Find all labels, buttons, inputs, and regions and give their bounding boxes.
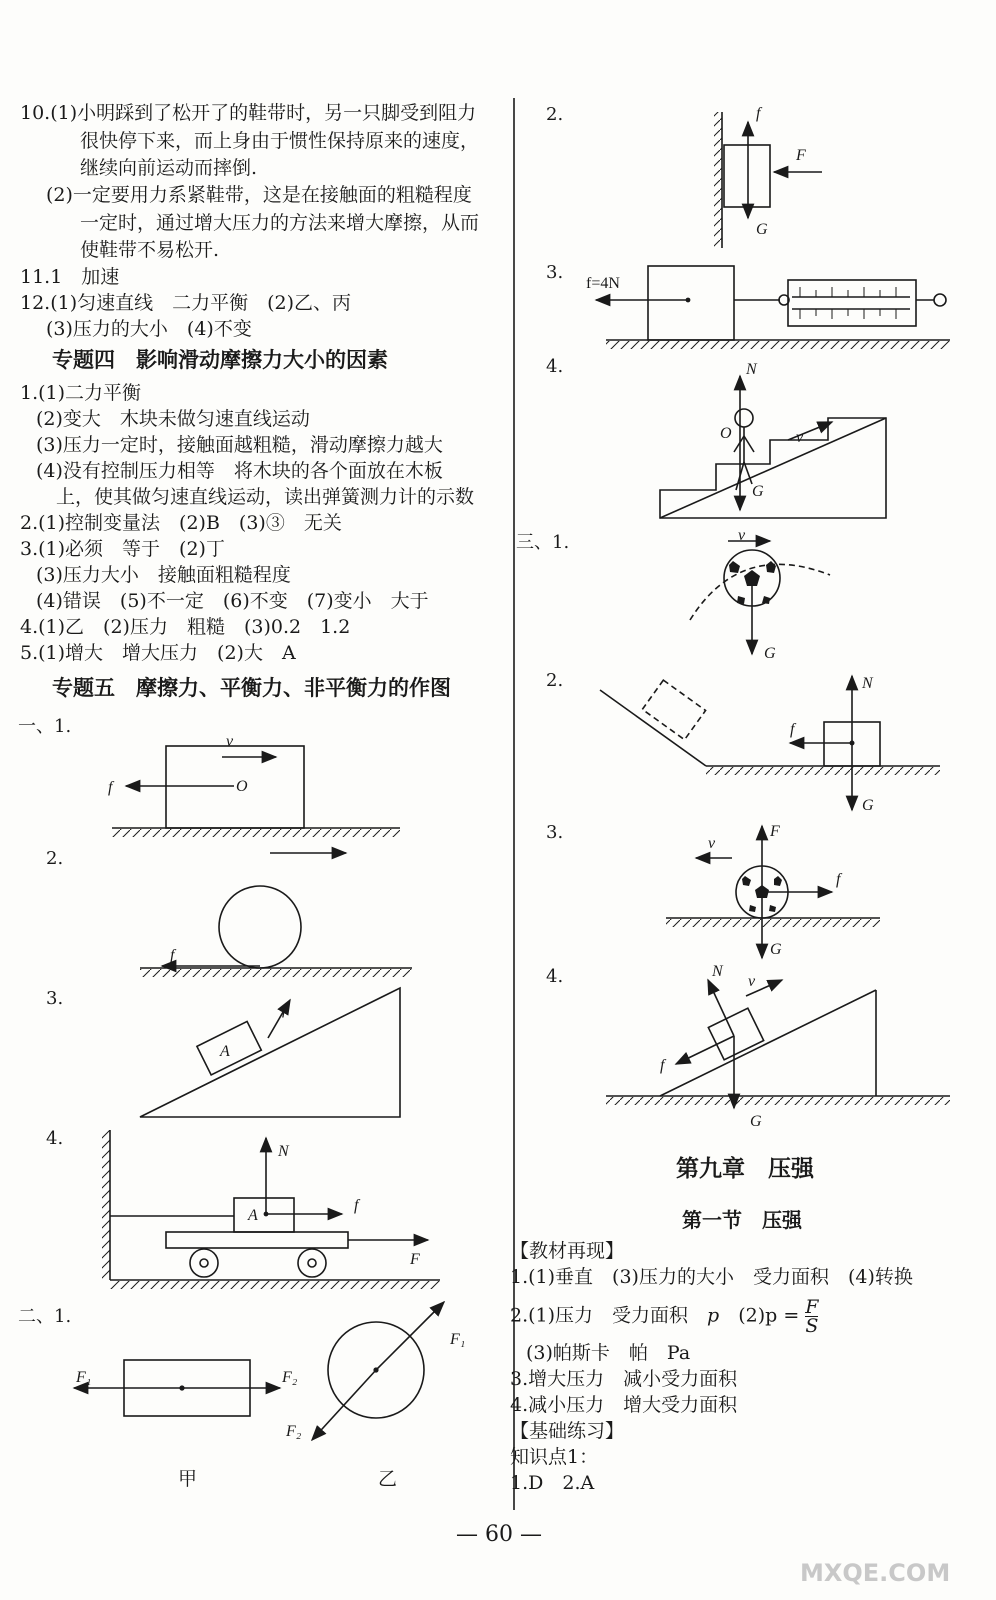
t4-line3: (3)压力一定时，接触面越粗糙，滑动摩擦力越大 [36,434,443,456]
lbl-O-1: O [236,778,248,795]
lbl-f-s3-4: f [660,1057,665,1074]
section-2-label: 二、1. [18,1306,72,1327]
lbl-f-2: f [170,947,175,964]
lbl-G-r2: G [756,221,768,238]
section-1-label: 一、1. [18,716,72,737]
lbl-v-1: v [226,733,234,750]
lbl-spring-force: f=4N [586,275,620,292]
lbl-f-r2: f [756,105,761,122]
r-fig-3-label: 3. [546,262,564,283]
fig-4-label: 4. [46,1128,64,1149]
lbl-F-s3-3: F [770,823,780,840]
t4-line1: 1.(1)二力平衡 [20,382,142,404]
tag-basic-practice: 【基础练习】 [510,1420,625,1442]
lbl-f-s3-2: f [790,721,795,738]
answer-10-line4: (2)一定要用力系紧鞋带，这是在接触面的粗糙程度 [46,184,472,206]
section-title: 第一节 压强 [682,1208,802,1232]
r-answer-2: 2.(1)压力 受力面积 p (2)p = $\frac{F}{S}$ [510,1296,819,1337]
lbl-A-3: A [220,1043,230,1060]
r-answer-2b: (3)帕斯卡 帕 Pa [526,1342,691,1364]
section-3-label: 三、1. [516,532,570,553]
lbl-f-s3-3: f [836,871,841,888]
answer-10-line5: 一定时，通过增大压力的方法来增大摩擦，从而 [80,212,480,234]
fig-3-label: 3. [46,988,64,1009]
caption-jia: 甲 [178,1468,198,1490]
lbl-N-s3-2: N [862,675,873,692]
r3-fig-4-label: 4. [546,966,564,987]
lbl-F-4: F [410,1251,420,1268]
answer-10-line6: 使鞋带不易松开. [80,239,220,261]
lbl-N-r4: N [746,361,757,378]
r-answer-4: 4.减小压力 增大受力面积 [510,1394,738,1416]
lbl-G-s3-2: G [862,797,874,814]
r-answer-1: 1.(1)垂直 (3)压力的大小 受力面积 (4)转换 [510,1266,913,1288]
t4-line9: (4)错误 (5)不一定 (6)不变 (7)变小 大于 [36,590,429,612]
t4-line7: 3.(1)必须 等于 (2)丁 [20,538,225,560]
lbl-N-s3-4: N [712,963,723,980]
watermark: MXQE.COM [800,1559,951,1587]
t4-line5: 上，使其做匀速直线运动，读出弹簧测力计的示数 [56,486,475,508]
r-answer-3: 3.增大压力 减小受力面积 [510,1368,738,1390]
lbl-F2-jia: F₂ [282,1369,298,1386]
lbl-F1-yi: F₁ [450,1331,466,1348]
lbl-v-s3: v [738,527,746,544]
answer-11: 11.1 加速 [20,266,120,288]
lbl-F1-jia: F₁ [76,1369,92,1386]
lbl-A-4: A [248,1207,258,1224]
lbl-N-4: N [278,1143,289,1160]
answer-12-line2: (3)压力的大小 (4)不变 [46,318,252,340]
heading-topic-4: 专题四 影响滑动摩擦力大小的因素 [52,348,388,372]
t4-line6: 2.(1)控制变量法 (2)B (3)③ 无关 [20,512,342,534]
fig-2-label: 2. [46,848,64,869]
lbl-v-s3-4: v [748,973,756,990]
lbl-v-s3-3: v [708,835,716,852]
lbl-f-4: f [354,1197,359,1214]
lbl-f-1: f [108,779,113,796]
answer-10-line2: 很快停下来，而上身由于惯性保持原来的速度， [80,130,480,152]
lbl-G-s3-3: G [770,941,782,958]
r3-fig-2-label: 2. [546,670,564,691]
tag-textbook: 【教材再现】 [510,1240,625,1262]
lbl-G-s3: G [764,645,776,662]
t4-line11: 5.(1)增大 增大压力 (2)大 A [20,642,296,664]
lbl-F2-yi: F₂ [286,1423,302,1440]
page-number: — 60 — [456,1522,542,1547]
r-answers-1-2: 1.D 2.A [510,1472,595,1494]
lbl-O-r4: O [720,425,732,442]
t4-line2: (2)变大 木块未做匀速直线运动 [36,408,310,430]
chapter-title: 第九章 压强 [676,1156,814,1182]
t4-line4: (4)没有控制压力相等 将木块的各个面放在木板 [36,460,443,482]
t4-line8: (3)压力大小 接触面粗糙程度 [36,564,291,586]
lbl-v-r4: v [796,429,804,446]
answer-10-line3: 继续向前运动而摔倒. [80,157,258,179]
answer-10-line1: 10.(1)小明踩到了松开了的鞋带时，另一只脚受到阻力 [20,102,477,124]
answer-12-line1: 12.(1)匀速直线 二力平衡 (2)乙、丙 [20,292,352,314]
heading-topic-5: 专题五 摩擦力、平衡力、非平衡力的作图 [52,676,451,700]
r-fig-2-label: 2. [546,104,564,125]
lbl-f-3: f [282,1001,287,1018]
lbl-G-s3-4: G [750,1113,762,1130]
lbl-F-r2: F [796,147,806,164]
r-fig-4-label: 4. [546,356,564,377]
t4-line10: 4.(1)乙 (2)压力 粗糙 (3)0.2 1.2 [20,616,351,638]
r3-fig-3-label: 3. [546,822,564,843]
knowledge-point: 知识点1： [510,1446,599,1468]
lbl-G-r4: G [752,483,764,500]
caption-yi: 乙 [378,1468,398,1490]
